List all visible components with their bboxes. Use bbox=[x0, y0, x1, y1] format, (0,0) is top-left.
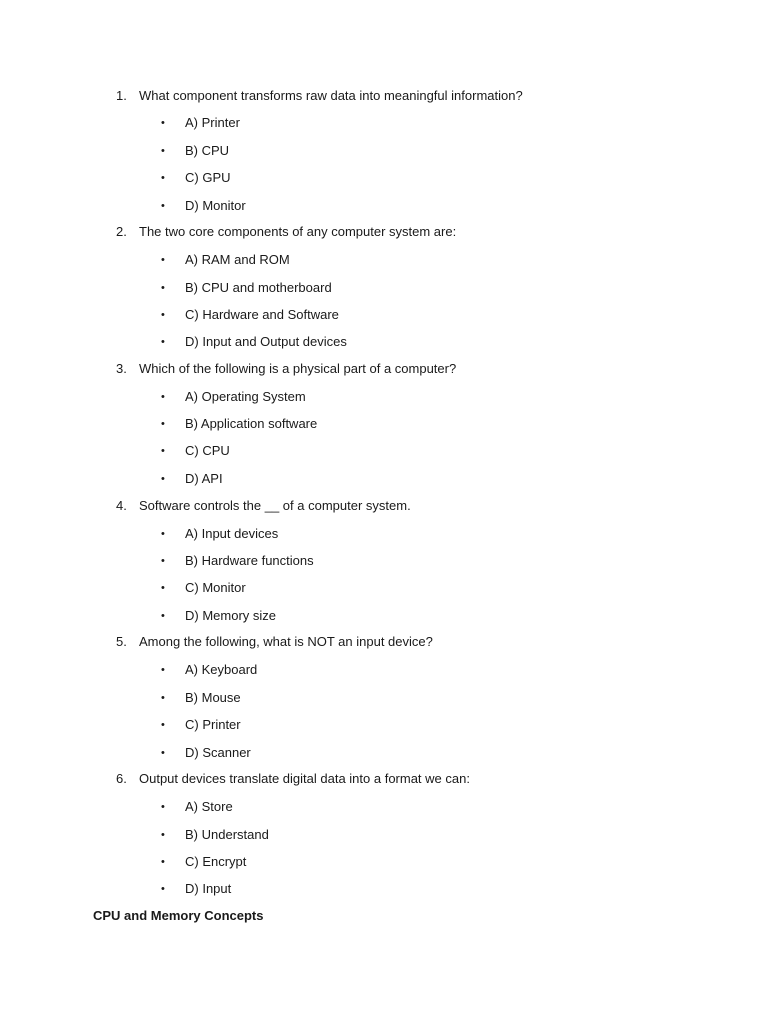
question-text: The two core components of any computer system are: bbox=[139, 224, 457, 239]
bullet-icon: • bbox=[161, 829, 165, 841]
question-4 bbox=[116, 498, 411, 514]
option-text: A) RAM and ROM bbox=[185, 252, 290, 267]
option-text: C) Monitor bbox=[185, 580, 246, 595]
option-4a bbox=[161, 526, 278, 543]
bullet-icon: • bbox=[161, 747, 165, 759]
bullet-icon: • bbox=[161, 418, 165, 430]
option-text: D) API bbox=[185, 471, 223, 486]
bullet-icon: • bbox=[161, 391, 165, 403]
question-number: 6. bbox=[116, 771, 127, 786]
option-text: A) Keyboard bbox=[185, 662, 258, 677]
bullet-icon: • bbox=[161, 473, 165, 485]
question-number: 2. bbox=[116, 224, 127, 239]
option-3c bbox=[161, 443, 230, 460]
option-6d bbox=[161, 881, 231, 898]
question-text: What component transforms raw data into meaningful information? bbox=[139, 88, 523, 103]
question-3 bbox=[116, 361, 456, 377]
option-1d bbox=[161, 198, 246, 215]
option-5d bbox=[161, 745, 251, 762]
option-text: D) Monitor bbox=[185, 198, 246, 213]
question-number: 5. bbox=[116, 634, 127, 649]
option-text: C) Encrypt bbox=[185, 854, 247, 869]
option-text: B) CPU and motherboard bbox=[185, 280, 332, 295]
option-5a bbox=[161, 662, 257, 679]
question-number: 1. bbox=[116, 88, 127, 103]
option-text: B) Hardware functions bbox=[185, 553, 314, 568]
option-text: A) Operating System bbox=[185, 389, 306, 404]
option-text: B) CPU bbox=[185, 143, 230, 158]
option-6c bbox=[161, 854, 246, 871]
bullet-icon: • bbox=[161, 883, 165, 895]
question-number: 3. bbox=[116, 361, 127, 376]
option-2d bbox=[161, 334, 347, 351]
option-text: A) Input devices bbox=[185, 526, 279, 541]
option-1a bbox=[161, 115, 240, 132]
bullet-icon: • bbox=[161, 582, 165, 594]
bullet-icon: • bbox=[161, 664, 165, 676]
option-text: C) Hardware and Software bbox=[185, 307, 339, 322]
question-1 bbox=[116, 88, 523, 104]
option-text: B) Application software bbox=[185, 416, 318, 431]
bullet-icon: • bbox=[161, 856, 165, 868]
option-5b bbox=[161, 690, 241, 707]
option-5c bbox=[161, 717, 241, 734]
question-6 bbox=[116, 771, 470, 787]
option-text: D) Scanner bbox=[185, 745, 251, 760]
option-text: C) Printer bbox=[185, 717, 241, 732]
bullet-icon: • bbox=[161, 200, 165, 212]
option-text: B) Understand bbox=[185, 827, 269, 842]
bullet-icon: • bbox=[161, 309, 165, 321]
bullet-icon: • bbox=[161, 528, 165, 540]
option-text: C) GPU bbox=[185, 170, 231, 185]
option-2a bbox=[161, 252, 290, 269]
option-text: C) CPU bbox=[185, 443, 230, 458]
bullet-icon: • bbox=[161, 801, 165, 813]
option-1c bbox=[161, 170, 231, 187]
option-3b bbox=[161, 416, 317, 433]
question-text: Software controls the __ of a computer system. bbox=[139, 498, 411, 513]
question-5 bbox=[116, 634, 433, 650]
question-text: Which of the following is a physical part of a computer? bbox=[139, 361, 457, 376]
bullet-icon: • bbox=[161, 117, 165, 129]
bullet-icon: • bbox=[161, 254, 165, 266]
option-6a bbox=[161, 799, 233, 816]
option-3d bbox=[161, 471, 223, 488]
option-text: D) Input and Output devices bbox=[185, 334, 347, 349]
option-text: B) Mouse bbox=[185, 690, 241, 705]
option-1b bbox=[161, 143, 229, 160]
bullet-icon: • bbox=[161, 555, 165, 567]
bullet-icon: • bbox=[161, 445, 165, 457]
option-3a bbox=[161, 389, 306, 406]
bullet-icon: • bbox=[161, 692, 165, 704]
option-text: D) Memory size bbox=[185, 608, 277, 623]
option-text: D) Input bbox=[185, 881, 232, 896]
bullet-icon: • bbox=[161, 336, 165, 348]
bullet-icon: • bbox=[161, 282, 165, 294]
question-text: Output devices translate digital data into a format we can: bbox=[139, 771, 470, 786]
bullet-icon: • bbox=[161, 610, 165, 622]
question-number: 4. bbox=[116, 498, 127, 513]
option-4b bbox=[161, 553, 314, 570]
option-text: A) Printer bbox=[185, 115, 240, 130]
option-4d bbox=[161, 608, 276, 625]
bullet-icon: • bbox=[161, 172, 165, 184]
option-2b bbox=[161, 280, 332, 297]
option-2c bbox=[161, 307, 339, 324]
option-6b bbox=[161, 827, 269, 844]
bullet-icon: • bbox=[161, 719, 165, 731]
question-text: Among the following, what is NOT an input device? bbox=[139, 634, 433, 649]
option-4c bbox=[161, 580, 246, 597]
bullet-icon: • bbox=[161, 145, 165, 157]
option-text: A) Store bbox=[185, 799, 233, 814]
section-heading: CPU and Memory Concepts bbox=[93, 908, 264, 923]
question-2 bbox=[116, 224, 456, 240]
